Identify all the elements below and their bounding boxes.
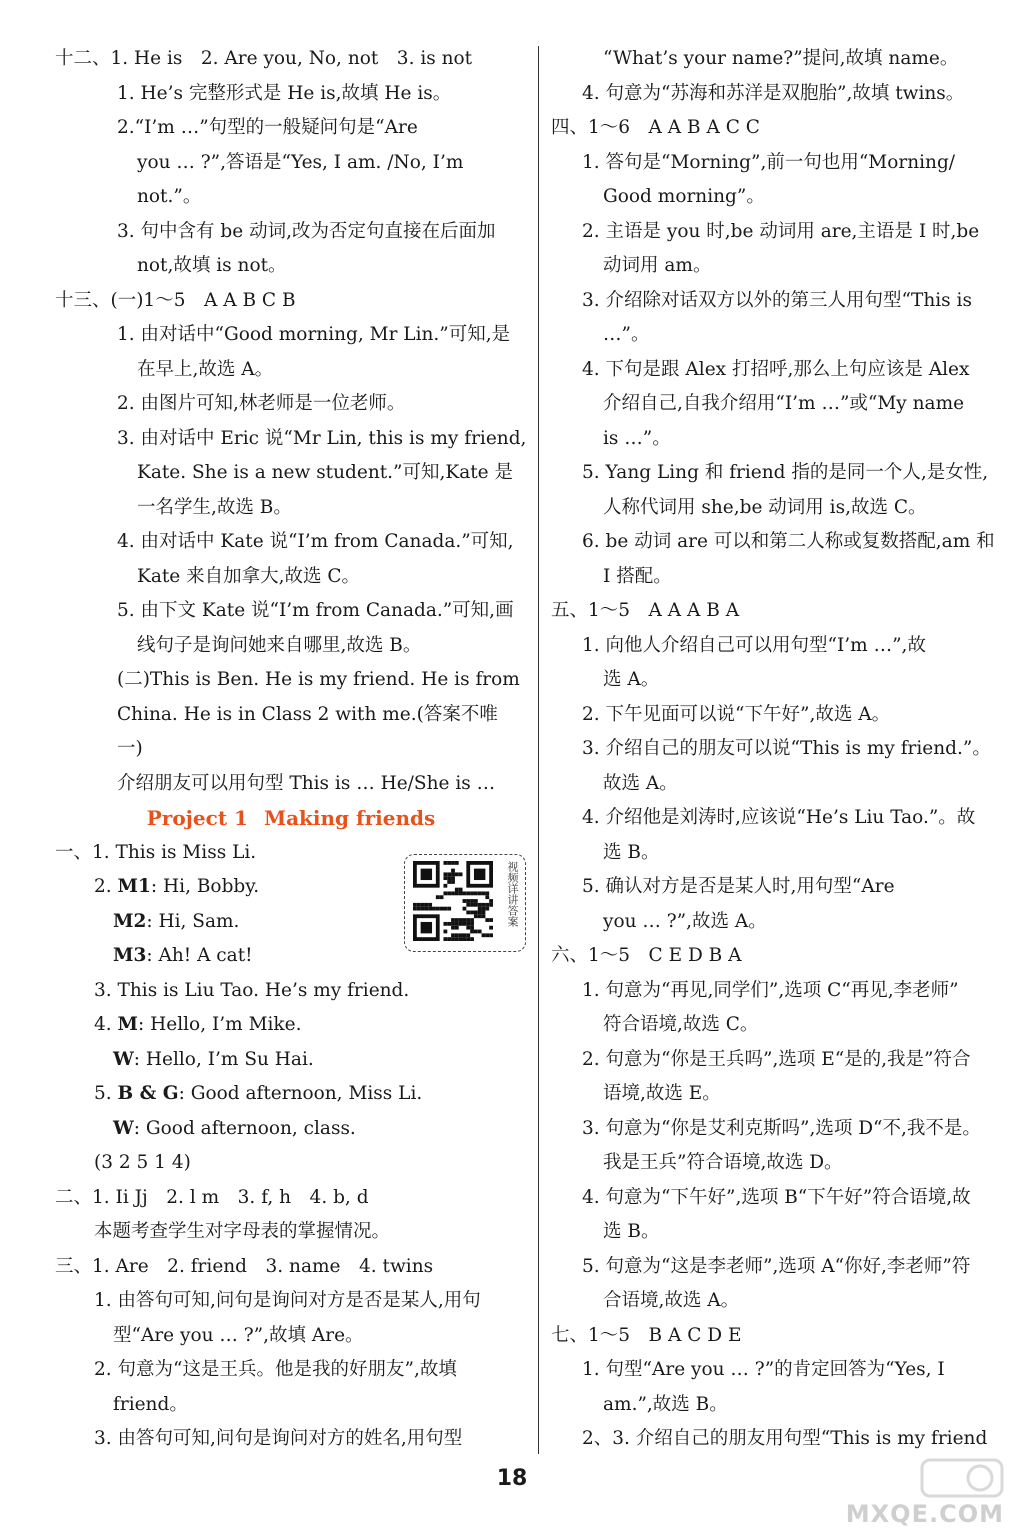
answer-line: 2. 主语是 you 时,be 动词用 are,主语是 I 时,be bbox=[582, 220, 980, 242]
answer-line: 二、1. Ii Jj 2. l m 3. f, h 4. b, d bbox=[55, 1186, 369, 1208]
answer-line: 5. Yang Ling 和 friend 指的是同一个人,是女性, bbox=[582, 462, 989, 483]
answer-line: 一名学生,故选 B。 bbox=[137, 496, 292, 518]
answer-line: 三、1. Are 2. friend 3. name 4. twins bbox=[55, 1255, 434, 1277]
answer-line: 1. 答句是“Morning”,前一句也用“Morning/ bbox=[582, 151, 956, 173]
answer-line: am.”,故选 B。 bbox=[603, 1393, 728, 1415]
answer-line: 十三、(一)1～5 A A B C B bbox=[55, 289, 296, 311]
answer-line: 4. 句意为“下午好”,选项 B“下午好”符合语境,故 bbox=[582, 1186, 971, 1208]
answer-line: China. He is in Class 2 with me.(答案不唯 bbox=[117, 703, 498, 725]
watermark-text: MXQE.COM bbox=[845, 1500, 1004, 1528]
answer-line: 6. be 动词 are 可以和第二人称或复数搭配,am 和 bbox=[582, 531, 995, 552]
answer-line: 3. 介绍自己的朋友可以说“This is my friend.”。 bbox=[582, 738, 991, 759]
answer-line: 合语境,故选 A。 bbox=[603, 1290, 740, 1311]
answer-line: 本题考查学生对字母表的掌握情况。 bbox=[94, 1221, 391, 1242]
answer-line: not.”。 bbox=[137, 186, 202, 207]
answer-line: 人称代词用 she,be 动词用 is,故选 C。 bbox=[603, 496, 927, 518]
project-title: Making friends bbox=[263, 806, 436, 830]
answer-line: 线句子是询问她来自哪里,故选 B。 bbox=[137, 634, 422, 656]
left-column bbox=[55, 42, 527, 1457]
answer-line: 4. 由对话中 Kate 说“I’m from Canada.”可知, bbox=[117, 531, 514, 552]
answer-line: 2. 下午见面可以说“下午好”,故选 A。 bbox=[582, 703, 891, 725]
answer-line: 介绍朋友可以用句型 This is … He/She is … bbox=[117, 772, 496, 794]
answer-line: …”。 bbox=[603, 324, 650, 345]
answer-line: 介绍自己,自我介绍用“I’m …”或“My name bbox=[603, 393, 965, 414]
answer-line: 5. B & G: Good afternoon, Miss Li. bbox=[94, 1083, 423, 1104]
answer-line: 3. 句意为“你是艾利克斯吗”,选项 D“不,我不是。 bbox=[582, 1117, 981, 1139]
answer-line: 5. 确认对方是否是某人时,用句型“Are bbox=[582, 876, 895, 897]
project-number: Project 1 bbox=[146, 806, 248, 830]
answer-line: 2. 由图片可知,林老师是一位老师。 bbox=[117, 393, 406, 414]
answer-line: 四、1～6 A A B A C C bbox=[551, 117, 760, 138]
answer-line: 一、1. This is Miss Li. bbox=[55, 841, 257, 863]
column-divider bbox=[538, 46, 539, 1454]
answer-line: 2.“I’m …”句型的一般疑问句是“Are bbox=[117, 117, 418, 138]
qr-code-icon[interactable] bbox=[413, 861, 493, 941]
answer-line: 1. 由答句可知,问句是询问对方是否是某人,用句 bbox=[94, 1290, 481, 1311]
answer-line: 1. He’s 完整形式是 He is,故填 He is。 bbox=[117, 82, 452, 104]
answer-line: you … ?”,答语是“Yes, I am. /No, I’m bbox=[137, 151, 464, 173]
answer-line: 4. 句意为“苏海和苏洋是双胞胎”,故填 twins。 bbox=[582, 82, 965, 104]
answer-line: Kate 来自加拿大,故选 C。 bbox=[137, 565, 361, 587]
answer-line: 语境,故选 E。 bbox=[603, 1083, 721, 1104]
answer-line: 选 B。 bbox=[603, 841, 660, 863]
answer-line: 4. M: Hello, I’m Mike. bbox=[94, 1014, 302, 1035]
qr-code-box[interactable] bbox=[404, 854, 526, 952]
answer-line: 选 B。 bbox=[603, 1221, 660, 1242]
answer-line: 2. 句意为“你是王兵吗”,选项 E“是的,我是”符合 bbox=[582, 1048, 971, 1070]
answer-line: 一) bbox=[117, 738, 143, 759]
answer-line: 五、1～5 A A A B A bbox=[551, 600, 740, 621]
page-number: 18 bbox=[496, 1466, 528, 1491]
answer-line: I 搭配。 bbox=[603, 565, 672, 587]
answer-line: 六、1～5 C E D B A bbox=[551, 945, 742, 966]
answer-line: 我是王兵”符合语境,故选 D。 bbox=[603, 1152, 843, 1173]
answer-line: 符合语境,故选 C。 bbox=[603, 1014, 759, 1035]
answer-line: 1. 句意为“再见,同学们”,选项 C“再见,李老师” bbox=[582, 979, 959, 1001]
answer-line: W: Good afternoon, class. bbox=[113, 1117, 356, 1139]
answer-line: you … ?”,故选 A。 bbox=[603, 910, 767, 932]
answer-line: 3. 介绍除对话双方以外的第三人用句型“This is bbox=[582, 289, 972, 311]
answer-line: 2. 句意为“这是王兵。他是我的好朋友”,故填 bbox=[94, 1359, 457, 1380]
answer-line: 2、3. 介绍自己的朋友用句型“This is my friend bbox=[582, 1428, 988, 1449]
answer-line: not,故填 is not。 bbox=[137, 255, 287, 276]
answer-line: 十二、1. He is 2. Are you, No, not 3. is not bbox=[55, 48, 473, 69]
qr-caption: 视频详讲答案 bbox=[506, 861, 519, 927]
answer-line: 4. 介绍他是刘涛时,应该说“He’s Liu Tao.”。故 bbox=[582, 807, 976, 828]
answer-line: “What’s your name?”提问,故填 name。 bbox=[603, 48, 959, 69]
answer-line: is …”。 bbox=[603, 427, 671, 449]
answer-line: 故选 A。 bbox=[603, 772, 678, 794]
answer-line: 3. 由对话中 Eric 说“Mr Lin, this is my friend, bbox=[117, 427, 527, 449]
answer-line: 1. 句型“Are you … ?”的肯定回答为“Yes, I bbox=[582, 1359, 945, 1380]
answer-line: 3. 由答句可知,问句是询问对方的姓名,用句型 bbox=[94, 1428, 463, 1449]
answer-line: 1. 由对话中“Good morning, Mr Lin.”可知,是 bbox=[117, 324, 511, 345]
answer-line: 3. This is Liu Tao. He’s my friend. bbox=[94, 979, 410, 1001]
answer-line: 2. M1: Hi, Bobby. bbox=[94, 876, 260, 897]
answer-line: 在早上,故选 A。 bbox=[137, 358, 274, 380]
answer-line: Good morning”。 bbox=[603, 186, 765, 207]
answer-line: Kate. She is a new student.”可知,Kate 是 bbox=[137, 462, 514, 483]
answer-line: 5. 句意为“这是李老师”,选项 A“你好,李老师”符 bbox=[582, 1255, 971, 1277]
right-column bbox=[551, 42, 1017, 1457]
answer-line: 1. 向他人介绍自己可以用句型“I’m …”,故 bbox=[582, 634, 926, 656]
answer-line: M3: Ah! A cat! bbox=[113, 945, 253, 966]
answer-line: M2: Hi, Sam. bbox=[113, 910, 240, 932]
answer-line: 4. 下句是跟 Alex 打招呼,那么上句应该是 Alex bbox=[582, 358, 970, 380]
answer-line: 选 A。 bbox=[603, 669, 660, 690]
answer-line: 七、1～5 B A C D E bbox=[551, 1324, 742, 1346]
answer-line: (二)This is Ben. He is my friend. He is from bbox=[117, 669, 520, 690]
answer-line: (3 2 5 1 4) bbox=[94, 1152, 191, 1173]
answer-line: friend。 bbox=[113, 1393, 188, 1415]
section-heading-project bbox=[55, 801, 527, 836]
answer-line: 动词用 am。 bbox=[603, 255, 712, 276]
answer-line: 5. 由下文 Kate 说“I’m from Canada.”可知,画 bbox=[117, 600, 514, 621]
answer-line: 型“Are you … ?”,故填 Are。 bbox=[113, 1324, 364, 1346]
answer-line: 3. 句中含有 be 动词,改为否定句直接在后面加 bbox=[117, 220, 496, 242]
answer-line: W: Hello, I’m Su Hai. bbox=[113, 1048, 314, 1070]
